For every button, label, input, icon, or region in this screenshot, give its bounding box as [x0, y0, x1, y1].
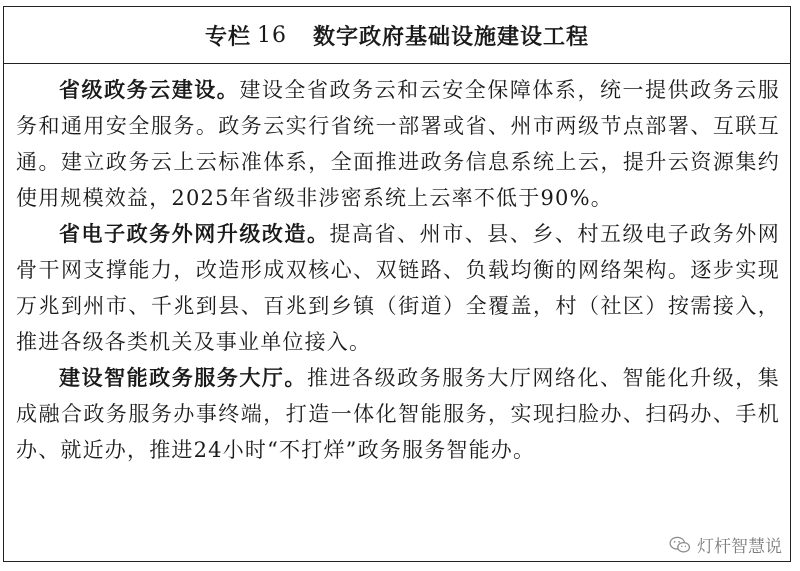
column-label: 专栏: [204, 24, 251, 50]
paragraph-service-hall: [16, 360, 780, 468]
wechat-icon: [669, 536, 691, 554]
paragraph-heading: 省级政务云建设。: [59, 78, 240, 102]
column-header: [4, 7, 790, 64]
paragraph-extranet: [16, 216, 780, 360]
column-number: 16: [257, 22, 287, 48]
paragraph-body: 推进各级政务服务大厅网络化、智能化升级，集成融合政务服务办事终端，打造一体化智能服务，实现扫脸办、扫码办、手机办、就近办，推进24小时“不打烊”政务服务智能办。: [16, 366, 781, 462]
column-box: [3, 6, 791, 562]
column-content: [4, 64, 790, 468]
column-title: 数字政府基础设施建设工程: [313, 24, 590, 50]
paragraph-heading: 建设智能政务服务大厅。: [59, 366, 307, 390]
watermark-text: 灯杆智慧说: [697, 537, 782, 557]
paragraph-heading: 省电子政务外网升级改造。: [59, 222, 330, 246]
paragraph-body: 提高省、州市、县、乡、村五级电子政务外网骨干网支撑能力，改造形成双核心、双链路、负载均衡的网络架构。逐步实现万兆到州市、千兆到县、百兆到乡镇（街道）全覆盖，村（社区）按需接入，推进各级各类机关及事业单位接入。: [16, 222, 780, 354]
paragraph-body: 建设全省政务云和云安全保障体系，统一提供政务云服务和通用安全服务。政务云实行省统一部署或省、州市两级节点部署、互联互通。建立政务云上云标准体系，全面推进政务信息系统上云，提升云资源集约使用规模效益，2025年省级非涉密系统上云率不低于90%。: [16, 78, 780, 210]
paragraph-gov-cloud: [16, 72, 780, 216]
watermark: [667, 532, 784, 557]
